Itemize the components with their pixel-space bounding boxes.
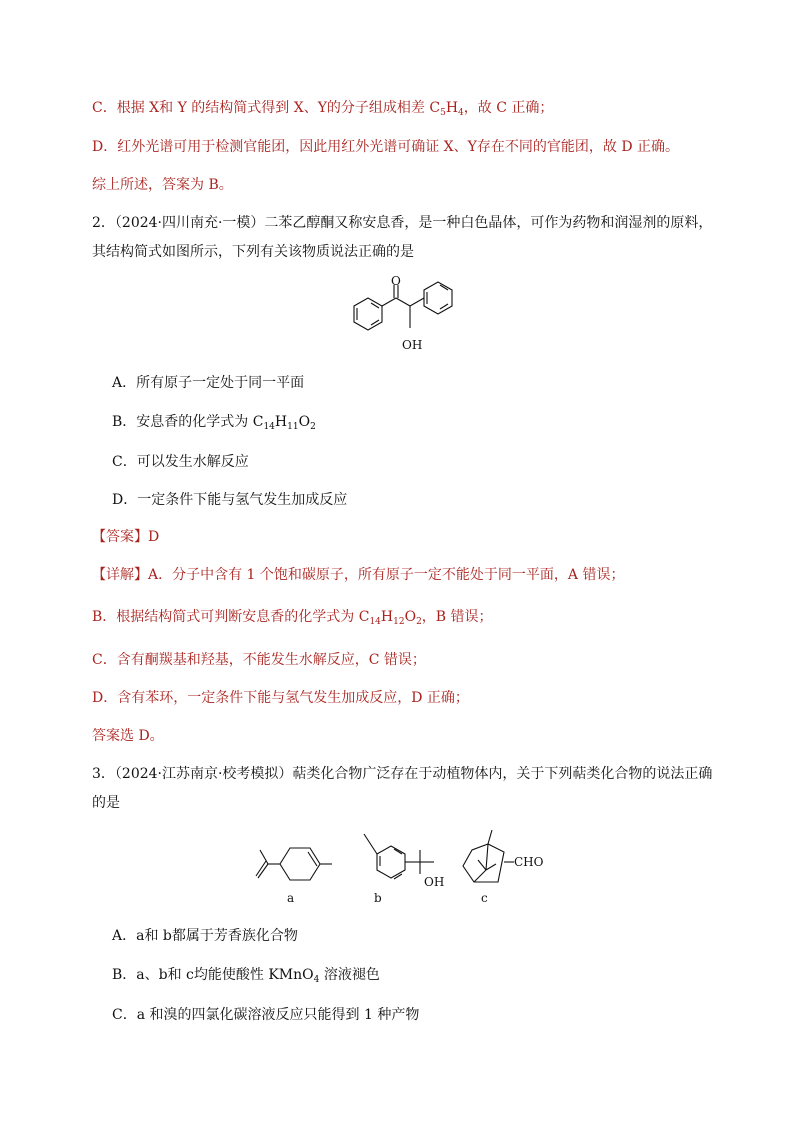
q2-detail-b: B．根据结构简式可判断安息香的化学式为 $C_{14}H_{12}O_2$，B 错误； (92, 609, 493, 627)
question-2-stem-line2: 其结构简式如图所示，下列有关该物质说法正确的是 (92, 244, 414, 260)
q2-option-d: D．一定条件下能与氢气发生加成反应 (112, 492, 348, 508)
compound-b-oh-label: OH (424, 875, 445, 889)
q2-detail-a: 【详解】A．分子中含有 1 个饱和碳原子，所有原子一定不能处于同一平面，A 错误； (92, 567, 625, 583)
q2-option-a: A．所有原子一定处于同一平面 (112, 375, 305, 391)
carbonyl-o-label: O (391, 276, 401, 288)
compound-c-label: c (481, 891, 488, 905)
q3-option-b: B．a、b和 c均能使酸性 KMnO$_4$ 溶液褪色 (112, 967, 380, 985)
hydroxyl-label: OH (402, 338, 423, 352)
q2-final-answer: 答案选 D。 (92, 728, 164, 744)
q2-option-c: C．可以发生水解反应 (112, 454, 249, 470)
question-3-stem-line1: 3．（2024·江苏南京·校考模拟）萜类化合物广泛存在于动植物体内，关于下列萜类化合物的说法正确 (92, 766, 713, 782)
compound-c-cho-label: CHO (514, 855, 544, 869)
question-3-stem-line2: 的是 (92, 795, 120, 811)
q2-option-b: B．安息香的化学式为 $C_{14}H_{11}O_2$ (112, 414, 316, 432)
q2-detail-d: D．含有苯环，一定条件下能与氢气发生加成反应，D 正确； (92, 690, 469, 706)
compound-a-label: a (287, 891, 295, 905)
compound-b-label: b (374, 891, 382, 905)
terpene-structures (238, 826, 558, 908)
summary-text: 综上所述，答案为 B。 (92, 177, 233, 193)
detail-label: 【详解】 (92, 567, 148, 583)
option-c-explanation: C．根据 X和 Y 的结构简式得到 X、Y的分子组成相差 $C_5H_4$，故 C 正确； (92, 100, 554, 118)
q3-option-c: C．a 和溴的四氯化碳溶液反应只能得到 1 种产物 (112, 1007, 420, 1023)
q2-answer: 【答案】D (92, 529, 160, 545)
question-2-stem-line1: 2．（2024·四川南充·一模）二苯乙醇酮又称安息香，是一种白色晶体，可作为药物和润湿剂的原料， (92, 215, 713, 231)
q2-detail-c: C．含有酮羰基和羟基，不能发生水解反应，C 错误； (92, 652, 426, 668)
benzoin-structure (330, 276, 470, 358)
option-d-explanation: D．红外光谱可用于检测官能团，因此用红外光谱可确证 X、Y存在不同的官能团，故 D 正确。 (92, 139, 680, 155)
q3-option-a: A．a和 b都属于芳香族化合物 (112, 928, 298, 944)
